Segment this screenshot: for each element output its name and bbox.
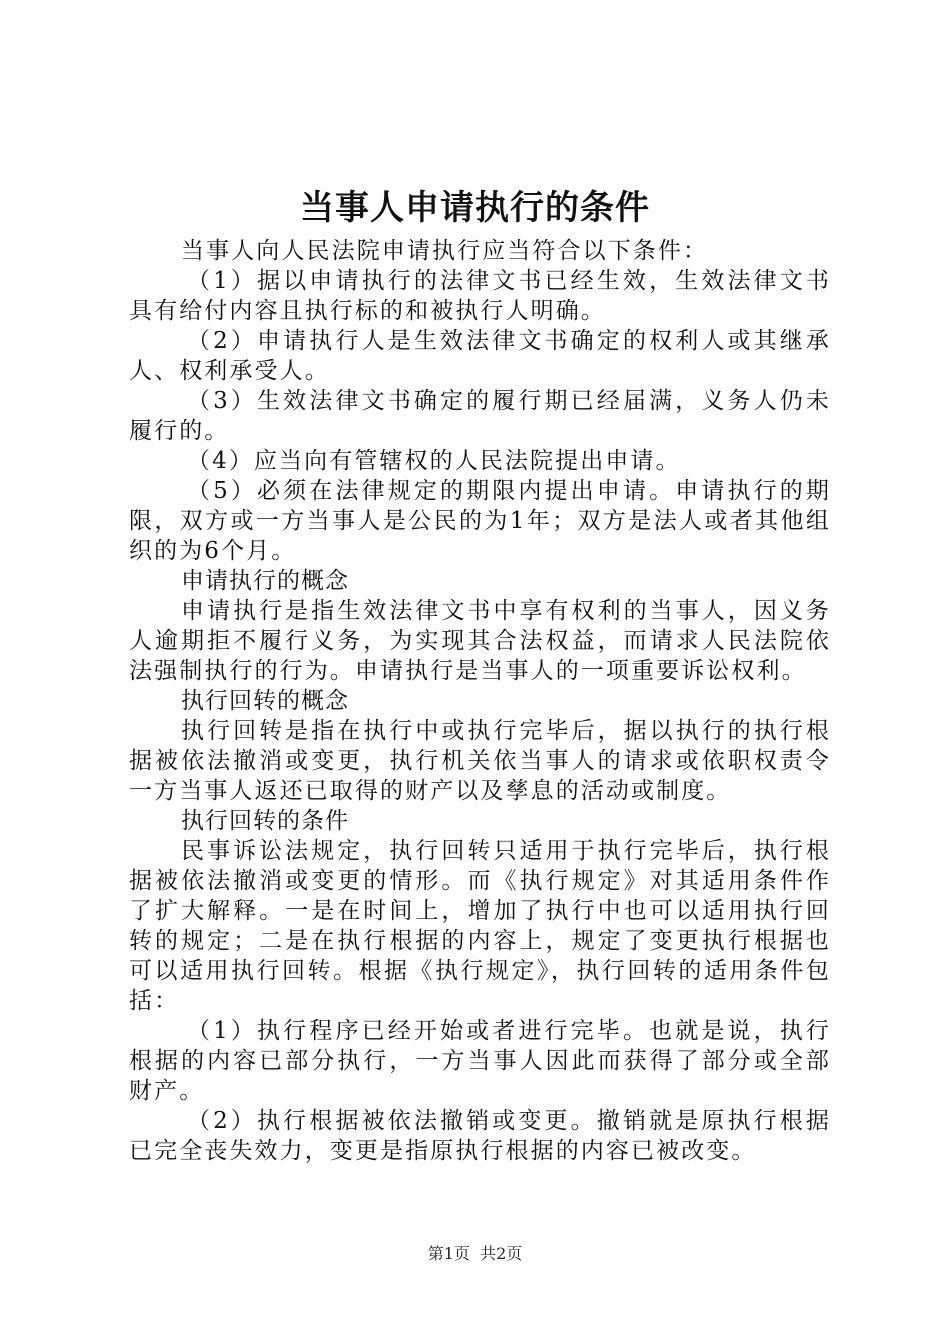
document-body [129, 236, 831, 1166]
paragraph-condition-2: （2）申请执行人是生效法律文书确定的权利人或其继承人、权利承受人。 [129, 328, 831, 384]
section-heading-reversal-conditions: 执行回转的条件 [181, 808, 349, 834]
paragraph-application-concept: 申请执行是指生效法律文书中享有权利的当事人，因义务人逾期拒不履行义务，为实现其合法权益，而请求人民法院依法强制执行的行为。申请执行是当事人的一项重要诉讼权利。 [129, 598, 831, 684]
paragraph-intro: 当事人向人民法院申请执行应当符合以下条件： [181, 238, 709, 264]
page-number: 第1页 [427, 1244, 470, 1263]
section-heading-reversal-concept: 执行回转的概念 [181, 688, 349, 714]
paragraph-condition-4: （4）应当向有管辖权的人民法院提出申请。 [187, 448, 681, 474]
paragraph-condition-1: （1）据以申请执行的法律文书已经生效，生效法律文书具有给付内容且执行标的和被执行人明确。 [129, 268, 831, 324]
footer-spacer [470, 1244, 480, 1263]
paragraph-reversal-concept: 执行回转是指在执行中或执行完毕后，据以执行的执行根据被依法撤消或变更，执行机关依当事人的请求或依职权责令一方当事人返还已取得的财产以及孳息的活动或制度。 [129, 718, 831, 804]
page-total: 共2页 [480, 1244, 523, 1263]
paragraph-reversal-condition-1: （1）执行程序已经开始或者进行完毕。也就是说，执行根据的内容已部分执行，一方当事人因此而获得了部分或全部财产。 [129, 1018, 831, 1104]
paragraph-condition-5: （5）必须在法律规定的期限内提出申请。申请执行的期限，双方或一方当事人是公民的为1年；双方是法人或者其他组织的为6个月。 [129, 478, 831, 564]
paragraph-reversal-condition-2: （2）执行根据被依法撤销或变更。撤销就是原执行根据已完全丧失效力，变更是指原执行根据的内容已被改变。 [129, 1108, 831, 1164]
document-title: 当事人申请执行的条件 [300, 188, 650, 228]
paragraph-reversal-conditions: 民事诉讼法规定，执行回转只适用于执行完毕后，执行根据被依法撤消或变更的情形。而《执行规定》对其适用条件作了扩大解释。一是在时间上，增加了执行中也可以适用执行回转的规定；二是在执行根据的内容上，规定了变更执行根据也可以适用执行回转。根据《执行规定》，执行回转的适用条件包括： [129, 838, 831, 1014]
paragraph-condition-3: （3）生效法律文书确定的履行期已经届满，义务人仍未履行的。 [129, 388, 831, 444]
section-heading-application-concept: 申请执行的概念 [181, 568, 349, 594]
page-footer [0, 1243, 950, 1265]
